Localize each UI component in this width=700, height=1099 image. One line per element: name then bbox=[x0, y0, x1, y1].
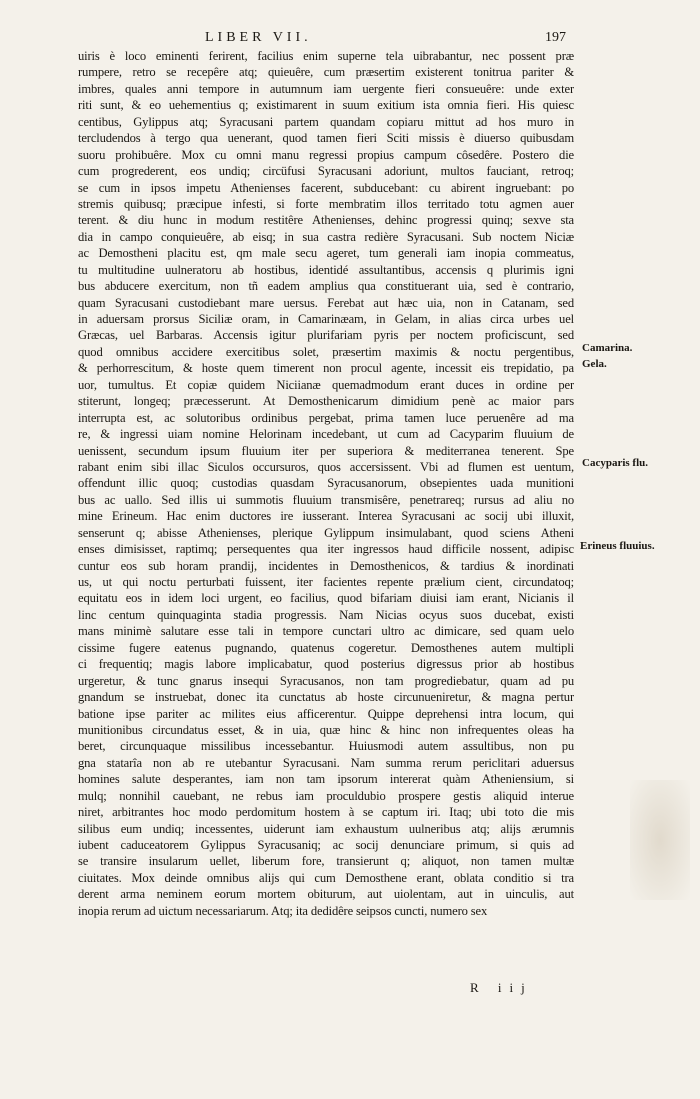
margin-note: Camarina. bbox=[582, 342, 633, 354]
text-line: se cum in ipsos impetu Athenienses facerent, subducebant: cu abirent ingruebant: po bbox=[78, 180, 574, 195]
text-line: gna statarîa non ab re utebantur Syracusani. Nam summa rerum periclitari aduersus bbox=[78, 755, 574, 770]
text-line: derent arma neminem eorum mortem obiturum, aut uiolentam, aut in uinculis, aut bbox=[78, 887, 574, 902]
text-line: cum progrederent, eos undiq; circüfusi Syracusani adoriunt, multos fauciant, retroq; bbox=[78, 164, 574, 179]
text-line: silibus eum undiq; incessentes, uiderunt iam exhaustum uulneribus atq; alijs ærumnis bbox=[78, 821, 574, 836]
text-line: tercludendos à tergo qua uenerant, quod tamen fieri Sciti missis è diuerso quibusdam bbox=[78, 131, 574, 146]
text-line: se transire insularum uellet, liberum fore, transierunt q; aliquot, non tamen multæ bbox=[78, 854, 574, 869]
text-line: stiterunt, longeq; præcesserunt. At Demosthenicarum dimidium penè ac maior pars bbox=[78, 394, 574, 409]
text-line: tu multitudine uulneratoru ab hostibus, identidé assultantibus, accensis q plurimis igni bbox=[78, 262, 574, 277]
text-line: gnandum se instruebat, donec ita cunctatus ab hoste circunueniretur, & magna pertur bbox=[78, 690, 574, 705]
text-line: rabant enim sibi illac Siculos occursuros, quos accersissent. Vbi ad flumen est uentum, bbox=[78, 459, 574, 474]
text-line: equitatu eos in idem loci urgent, eo facilius, quod bifariam diuisi iam erant, Nicianis il bbox=[78, 591, 574, 606]
text-line: suoru prohibuêre. Mox cu omni manu regressi propius campum côsedêre. Postero die bbox=[78, 147, 574, 162]
text-line: stremis quibusq; præcipue infesti, si forte membratim illos territado totu agmen auer bbox=[78, 196, 574, 211]
text-line: ac Demostheni placitu est, qm male secu ageret, tum generali iam inopia commeatus, bbox=[78, 246, 574, 261]
text-line: mans minimè salutare esse tali in tempore cunctari ultro ac dimicare, sed quam uelo bbox=[78, 624, 574, 639]
text-line: uiris è loco eminenti ferirent, facilius enim superne tela uibrabantur, nec possent præ bbox=[78, 49, 574, 63]
text-line: beret, circunquaque missilibus incessebantur. Huiusmodi autem assultibus, non pu bbox=[78, 739, 574, 754]
body-text bbox=[78, 48, 574, 919]
text-line: uenissent, secundum ipsum fluuium iter per superiora & mediterranea tenerent. Spe bbox=[78, 443, 574, 458]
text-line: us, ut qui noctu perturbati fuissent, iter facientes repente prælium cient, circundatoq; bbox=[78, 575, 574, 589]
text-line: Græcas, uel Barbaras. Accensis igitur plurifariam pyris per noctem proficiscunt, sed bbox=[78, 328, 574, 343]
text-line: re, & ingressi uiam nomine Helorinam incedebant, ut cum ad Cacyparim fluuium de bbox=[78, 427, 574, 442]
text-line: uor, tumultus. Et copiæ quidem Niciianæ quemadmodum erant duces in ordine per bbox=[78, 377, 574, 392]
text-line: bus ac uallo. Sed illis ui summotis fluuium transmisêre, penetrareq; rursus ad aliu no bbox=[78, 492, 574, 507]
text-line: cuntur eos sub horam prandij, incidentes in Demosthenicos, & tardius & inordinati bbox=[78, 558, 574, 573]
text-line: & perhorrescitum, & hoste quem timerent non procul agente, incessit eis trepidatio, pa bbox=[78, 361, 574, 376]
text-line: niret, arbitrantes hoc modo perdomitum hostem à se captum iri. Itaq; ubi toto die mis bbox=[78, 805, 574, 820]
text-line: terent. & diu hunc in modum restitêre Athenienses, dehinc progressi quinq; sexve sta bbox=[78, 213, 574, 228]
text-line: quam Syracusani custodiebant mare uersus. Ferebat aut hæc uia, non in Catanam, sed bbox=[78, 295, 574, 310]
text-line: centibus, Gylippus atq; Syracusani partem quandam copiaru mittut ad hos muro in bbox=[78, 114, 574, 129]
running-head: LIBER VII. bbox=[205, 30, 312, 45]
text-line: riti sunt, & eo uehementius q; existimarent in suum exitium ista omnia fieri. His quiesc bbox=[78, 98, 574, 113]
text-line: rumpere, retro se recepêre atq; quieuêre, cum præsertim existerent tonitrua pariter & bbox=[78, 65, 574, 80]
text-line: offendunt illic quoq; custodias quasdam Syracusanorum, obsepientes uada munitioni bbox=[78, 476, 574, 491]
text-line: ciuitates. Mox deinde omnibus alijs qui cum Demosthene erant, oblata conditio si tra bbox=[78, 870, 574, 885]
text-line: enses dimisisset, raptimq; persequentes qua iter ingressos haud difficile nossent, adipisc bbox=[78, 542, 574, 557]
text-line: dia in campo conquieuêre, ab eisq; in sua castra redière Syracusani. Sub noctem Niciæ bbox=[78, 229, 574, 244]
text-line: inopia rerum ad uictum necessariarum. Atq; ita dedidêre seipsos cuncti, numero sex bbox=[78, 903, 488, 918]
text-line: iubent caduceatorem Gylippus Syracusaniq; ac socij denunciare primum, si quis ad bbox=[78, 838, 574, 852]
text-line: senserunt q; abisse Athenienses, plerique Gylippum insimulabant, quod sciens Atheni bbox=[78, 525, 574, 540]
text-line: mine Erineum. Hac enim ductores ire iusserant. Interea Syracusani ac socij ubi illuxit, bbox=[78, 509, 574, 524]
text-line: munitionibus circundatus esset, & in uia, quæ hinc & hinc non infrequentes oleas ha bbox=[78, 722, 574, 737]
text-line: cissime fugere eatenus pugnando, quatenus cogeretur. Demosthenes autem multipli bbox=[78, 640, 574, 655]
text-line: ci frequentiq; magis labore implicabatur, quod posterius digressus prior ab hostibus bbox=[78, 657, 574, 672]
text-line: bus abducere exercitum, non tñ eadem amplius qua constituerant uia, sed è contrario, bbox=[78, 279, 574, 294]
paper-stain bbox=[630, 780, 690, 900]
folio-number: 197 bbox=[545, 30, 566, 45]
text-line: imbres, quales anni tempore in autumnum iam uergente fieri consueuêre: unde exter bbox=[78, 81, 574, 96]
text-line: urgeretur, & tunc gnarus insequi Syracusanos, non tam progrediebatur, quam ad pu bbox=[78, 673, 574, 688]
text-line: batione ipse pariter ac milites eius afficerentur. Quippe deprehensi intra locum, qui bbox=[78, 706, 574, 721]
text-line: mulq; nonnihil cauebant, ne rebus iam proculdubio prospere gestis aliquid interue bbox=[78, 788, 574, 803]
margin-note: Gela. bbox=[582, 358, 607, 370]
text-line: quod omnibus accidere exercitibus solet, præsertim maximis & noctu pergentibus, bbox=[78, 344, 574, 359]
text-line: linc centum quinquaginta stadia progressis. Nam Nicias ocyus suos ducebat, existi bbox=[78, 607, 574, 622]
text-line: interrupta est, ac solutoribus ordinibus pergebat, prima tamen luce peruenêre ad ma bbox=[78, 410, 574, 425]
margin-note: Erineus fluuius. bbox=[580, 540, 655, 552]
signature-mark: R iij bbox=[470, 980, 533, 995]
text-line: in aduersam prorsus Siciliæ oram, in Camarinæam, in Gelam, in alias circa urbes uel bbox=[78, 312, 574, 326]
margin-note: Cacyparis flu. bbox=[582, 457, 648, 469]
text-line: homines salute desperantes, iam non tam ipsorum intererat quàm Atheniensium, si bbox=[78, 772, 574, 787]
